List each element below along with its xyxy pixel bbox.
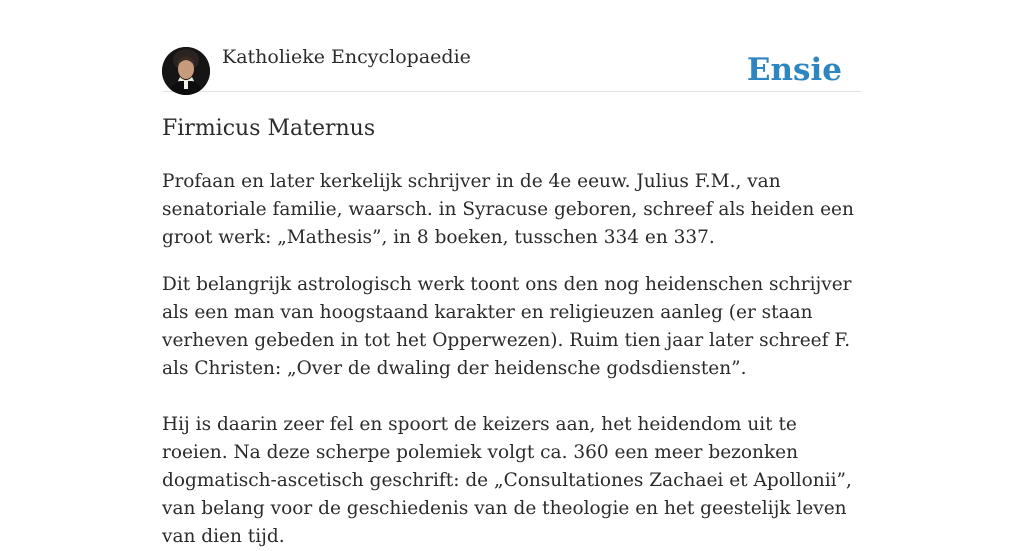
article-paragraph: Dit belangrijk astrologisch werk toont ons den nog heidenschen schrijver als een man van hoogstaand karakter en religieuzen aanleg (er staan verheven gebeden in tot het Opperwezen). Ruim tien jaar later schreef F. als Christen: „Over de dwaling der heidensche godsdiensten”. bbox=[162, 274, 852, 379]
article-title: Firmicus Maternus bbox=[162, 116, 376, 141]
brand-logo-link[interactable]: Ensie bbox=[746, 52, 842, 88]
site-name[interactable]: Katholieke Encyclopaedie bbox=[222, 46, 471, 68]
site-header bbox=[162, 45, 862, 92]
article-paragraph: Profaan en later kerkelijk schrijver in de 4e eeuw. Julius F.M., van senatoriale familie, waarsch. in Syracuse geboren, schreef als heiden een groot werk: „Mathesis”, in 8 boeken, tusschen 334 en 337. bbox=[162, 171, 854, 248]
avatar[interactable] bbox=[162, 47, 210, 95]
portrait-icon bbox=[162, 47, 210, 95]
article-paragraph: Hij is daarin zeer fel en spoort de keizers aan, het heidendom uit te roeien. Na deze scherpe polemiek volgt ca. 360 een meer bezonken dogmatisch-ascetisch geschrift: de „Consultationes Zachaei et Apollonii”, van belang voor de geschiedenis van de theologie en het geestelijk leven van dien tijd. bbox=[162, 414, 852, 547]
